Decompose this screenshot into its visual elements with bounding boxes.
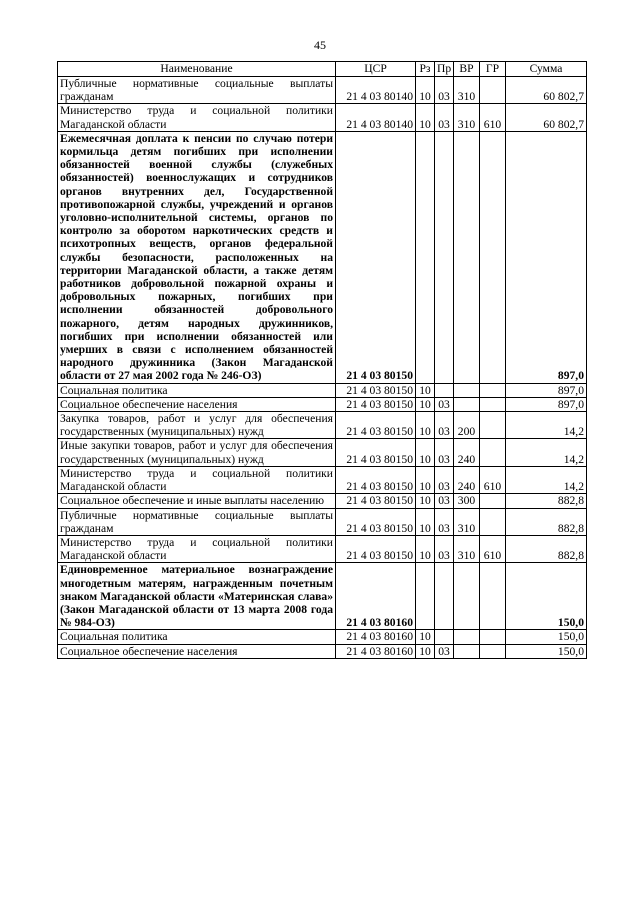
row-vr	[454, 563, 480, 630]
header-rz: Рз	[416, 62, 435, 77]
header-row	[58, 62, 587, 77]
row-name: Министерство труда и социальной политики Магаданской области	[58, 535, 336, 562]
table-row	[58, 131, 587, 383]
row-rz: 10	[416, 630, 435, 644]
row-rz: 10	[416, 644, 435, 658]
row-sum: 897,0	[506, 397, 587, 411]
row-pr: 03	[435, 494, 454, 508]
header-name: Наименование	[58, 62, 336, 77]
row-gr	[480, 131, 506, 383]
row-sum: 882,8	[506, 535, 587, 562]
header-csr: ЦСР	[336, 62, 416, 77]
table-row	[58, 563, 587, 630]
row-rz: 10	[416, 412, 435, 439]
table-row	[58, 412, 587, 439]
row-pr: 03	[435, 104, 454, 131]
row-sum: 150,0	[506, 630, 587, 644]
row-vr: 310	[454, 508, 480, 535]
row-rz: 10	[416, 466, 435, 493]
row-csr: 21 4 03 80150	[336, 383, 416, 397]
header-vr: ВР	[454, 62, 480, 77]
row-vr	[454, 644, 480, 658]
row-pr	[435, 383, 454, 397]
row-pr	[435, 563, 454, 630]
row-sum: 60 802,7	[506, 77, 587, 104]
table-row	[58, 644, 587, 658]
row-vr: 310	[454, 535, 480, 562]
row-pr: 03	[435, 412, 454, 439]
row-vr: 310	[454, 77, 480, 104]
row-vr	[454, 630, 480, 644]
row-csr: 21 4 03 80160	[336, 644, 416, 658]
row-pr	[435, 131, 454, 383]
row-gr	[480, 563, 506, 630]
row-pr: 03	[435, 644, 454, 658]
row-csr: 21 4 03 80160	[336, 563, 416, 630]
table-row	[58, 397, 587, 411]
header-gr: ГР	[480, 62, 506, 77]
row-name: Министерство труда и социальной политики Магаданской области	[58, 104, 336, 131]
row-csr: 21 4 03 80150	[336, 397, 416, 411]
row-rz: 10	[416, 508, 435, 535]
row-gr	[480, 383, 506, 397]
row-name: Социальное обеспечение и иные выплаты населению	[58, 494, 336, 508]
row-gr	[480, 508, 506, 535]
row-pr: 03	[435, 466, 454, 493]
row-gr	[480, 494, 506, 508]
row-sum: 14,2	[506, 439, 587, 466]
row-rz: 10	[416, 397, 435, 411]
table-row	[58, 508, 587, 535]
row-pr: 03	[435, 397, 454, 411]
row-csr: 21 4 03 80150	[336, 494, 416, 508]
row-pr: 03	[435, 508, 454, 535]
page-number: 45	[314, 38, 326, 52]
row-name: Закупка товаров, работ и услуг для обеспечения государственных (муниципальных) нужд	[58, 412, 336, 439]
row-rz	[416, 131, 435, 383]
row-rz: 10	[416, 77, 435, 104]
row-pr: 03	[435, 535, 454, 562]
row-name: Иные закупки товаров, работ и услуг для обеспечения государственных (муниципальных) нужд	[58, 439, 336, 466]
row-sum: 14,2	[506, 412, 587, 439]
table-row	[58, 535, 587, 562]
row-csr: 21 4 03 80150	[336, 466, 416, 493]
row-vr	[454, 397, 480, 411]
row-gr: 610	[480, 535, 506, 562]
row-vr	[454, 131, 480, 383]
header-sum: Сумма	[506, 62, 587, 77]
row-csr: 21 4 03 80140	[336, 77, 416, 104]
row-name: Публичные нормативные социальные выплаты гражданам	[58, 508, 336, 535]
table-row	[58, 466, 587, 493]
row-pr: 03	[435, 439, 454, 466]
table-row	[58, 383, 587, 397]
row-gr	[480, 439, 506, 466]
row-vr: 200	[454, 412, 480, 439]
row-name: Социальная политика	[58, 383, 336, 397]
row-vr	[454, 383, 480, 397]
row-vr: 310	[454, 104, 480, 131]
row-gr	[480, 397, 506, 411]
row-vr: 240	[454, 439, 480, 466]
table-row	[58, 104, 587, 131]
row-rz: 10	[416, 439, 435, 466]
row-name: Ежемесячная доплата к пенсии по случаю потери кормильца детям погибших при исполнении обязанностей военной службы (служебных обязанностей) военнослужащих и сотрудников органов внутренних дел, Государственной противопожарной службы, учреждений и органов уголовно-исполнительной системы, органов по контролю за оборотом наркотических средств и психотропных веществ, органов федеральной службы безопасности, расположенных на территории Магаданской области, а также детям работников добровольной пожарной охраны и добровольных пожарных, погибших при исполнении обязанностей добровольного пожарного, детям народных дружинников, погибших при исполнении обязанностей или умерших в связи с исполнением обязанностей народного дружинника (Закон Магаданской области от 27 мая 2002 года № 246-ОЗ)	[58, 131, 336, 383]
row-sum: 60 802,7	[506, 104, 587, 131]
row-csr: 21 4 03 80150	[336, 131, 416, 383]
row-csr: 21 4 03 80140	[336, 104, 416, 131]
table-row	[58, 494, 587, 508]
row-gr	[480, 630, 506, 644]
row-gr: 610	[480, 104, 506, 131]
row-sum: 897,0	[506, 383, 587, 397]
row-name: Публичные нормативные социальные выплаты гражданам	[58, 77, 336, 104]
row-gr: 610	[480, 466, 506, 493]
row-rz: 10	[416, 104, 435, 131]
table-row	[58, 439, 587, 466]
row-sum: 150,0	[506, 563, 587, 630]
row-sum: 882,8	[506, 508, 587, 535]
row-vr: 240	[454, 466, 480, 493]
row-csr: 21 4 03 80150	[336, 412, 416, 439]
table-body	[58, 77, 587, 659]
row-csr: 21 4 03 80160	[336, 630, 416, 644]
row-pr	[435, 630, 454, 644]
row-gr	[480, 412, 506, 439]
row-rz: 10	[416, 383, 435, 397]
row-vr: 300	[454, 494, 480, 508]
row-name: Социальное обеспечение населения	[58, 397, 336, 411]
row-name: Социальное обеспечение населения	[58, 644, 336, 658]
row-csr: 21 4 03 80150	[336, 535, 416, 562]
row-sum: 150,0	[506, 644, 587, 658]
row-csr: 21 4 03 80150	[336, 439, 416, 466]
row-sum: 14,2	[506, 466, 587, 493]
row-sum: 897,0	[506, 131, 587, 383]
row-gr	[480, 644, 506, 658]
row-name: Социальная политика	[58, 630, 336, 644]
table-row	[58, 630, 587, 644]
header-pr: Пр	[435, 62, 454, 77]
table-row	[58, 77, 587, 104]
row-gr	[480, 77, 506, 104]
row-rz: 10	[416, 535, 435, 562]
row-rz: 10	[416, 494, 435, 508]
row-name: Министерство труда и социальной политики Магаданской области	[58, 466, 336, 493]
row-csr: 21 4 03 80150	[336, 508, 416, 535]
row-pr: 03	[435, 77, 454, 104]
budget-table	[57, 61, 587, 659]
row-rz	[416, 563, 435, 630]
row-name: Единовременное материальное вознаграждение многодетным матерям, награжденным почетным знаком Магаданской области «Материнская слава» (Закон Магаданской области от 13 марта 2008 года № 984-ОЗ)	[58, 563, 336, 630]
row-sum: 882,8	[506, 494, 587, 508]
